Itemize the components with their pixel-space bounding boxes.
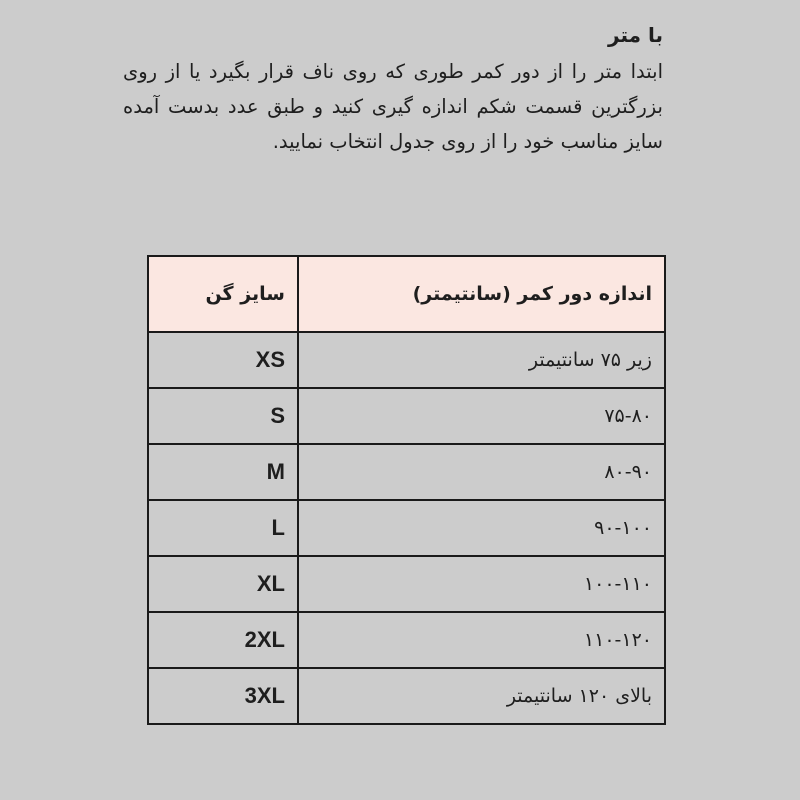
size-cell: M	[148, 444, 298, 500]
waist-cell: زیر ۷۵ سانتیمتر	[298, 332, 665, 388]
size-cell: 3XL	[148, 668, 298, 724]
section-heading: با متر	[608, 23, 663, 47]
table-header-row	[148, 256, 665, 332]
table-row	[148, 556, 665, 612]
table-row	[148, 388, 665, 444]
table-row	[148, 332, 665, 388]
waist-cell: ۱۰۰-۱۱۰	[298, 556, 665, 612]
table-row	[148, 500, 665, 556]
measurement-instructions	[123, 20, 663, 159]
waist-cell: ۱۱۰-۱۲۰	[298, 612, 665, 668]
waist-column-header: اندازه دور کمر (سانتیمتر)	[298, 256, 665, 332]
waist-cell: ۹۰-۱۰۰	[298, 500, 665, 556]
size-column-header: سایز گن	[148, 256, 298, 332]
size-cell: S	[148, 388, 298, 444]
waist-cell: ۸۰-۹۰	[298, 444, 665, 500]
size-cell: XS	[148, 332, 298, 388]
waist-cell: ۷۵-۸۰	[298, 388, 665, 444]
table-row	[148, 444, 665, 500]
size-cell: XL	[148, 556, 298, 612]
waist-cell: بالای ۱۲۰ سانتیمتر	[298, 668, 665, 724]
size-cell: 2XL	[148, 612, 298, 668]
table-row	[148, 612, 665, 668]
table-row	[148, 668, 665, 724]
size-chart-table	[147, 255, 666, 725]
instructions-paragraph: ابتدا متر را از دور کمر طوری که روی ناف قرار بگیرد یا از روی بزرگترین قسمت شکم اندازه گیری کنید و طبق عدد بدست آمده سایز مناسب خود را از روی جدول انتخاب نمایید.	[123, 60, 663, 153]
size-cell: L	[148, 500, 298, 556]
